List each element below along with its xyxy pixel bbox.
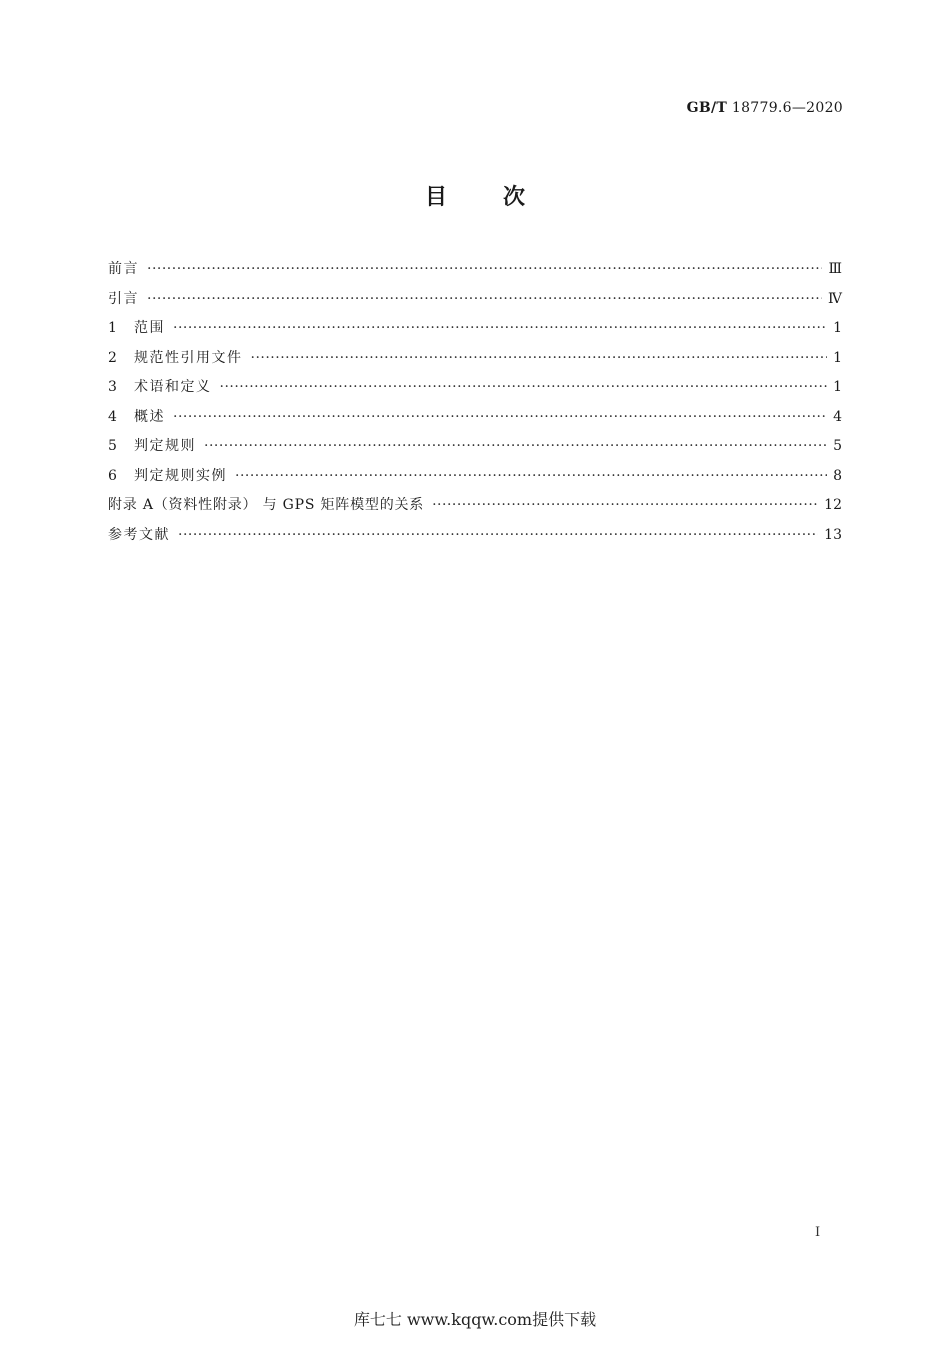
table-of-contents — [108, 258, 842, 553]
toc-entry-page: 1 — [833, 349, 842, 366]
toc-entry-overview[interactable] — [108, 406, 842, 436]
toc-entry-page: Ⅳ — [828, 290, 842, 307]
toc-entry-scope[interactable] — [108, 317, 842, 347]
toc-entry-page: 4 — [833, 408, 842, 425]
toc-entry-label: 概述 — [134, 408, 165, 425]
toc-entry-page: 12 — [824, 497, 842, 513]
toc-entry-annex-a[interactable] — [108, 494, 842, 524]
toc-entry-page: 1 — [833, 379, 842, 395]
standard-code — [687, 100, 843, 116]
footer-download-notice: 库七七 www.kqqw.com提供下载 — [353, 1310, 597, 1329]
toc-leader-dots — [235, 468, 827, 484]
page-title-char-2: 次 — [503, 185, 526, 210]
toc-leader-dots — [173, 409, 827, 425]
toc-entry-number: 2 — [108, 349, 117, 366]
standard-number: 18779.6—2020 — [731, 100, 843, 116]
toc-entry-page: Ⅲ — [828, 261, 842, 277]
toc-entry-number: 1 — [108, 320, 117, 336]
toc-leader-dots — [432, 497, 818, 513]
toc-entry-label: 引言 — [108, 290, 139, 307]
toc-leader-dots — [178, 527, 818, 543]
toc-leader-dots — [251, 350, 828, 366]
toc-entry-page: 8 — [833, 467, 842, 484]
toc-entry-label: 范围 — [134, 320, 165, 336]
toc-entry-page: 1 — [833, 320, 842, 336]
toc-entry-page: 13 — [824, 526, 842, 543]
toc-entry-label: 规范性引用文件 — [134, 349, 243, 366]
toc-entry-label: 参考文献 — [108, 526, 170, 543]
toc-entry-label: 附录 A（资料性附录） 与 GPS 矩阵模型的关系 — [108, 497, 425, 513]
page-title-char-1: 目 — [424, 185, 447, 210]
toc-leader-dots — [147, 261, 822, 277]
toc-leader-dots — [220, 379, 828, 395]
toc-entry-label: 判定规则实例 — [134, 467, 227, 484]
toc-leader-dots — [147, 291, 822, 307]
toc-entry-normative-references[interactable] — [108, 347, 842, 377]
toc-entry-number: 5 — [108, 438, 117, 454]
toc-entry-number: 4 — [108, 408, 117, 425]
toc-entry-bibliography[interactable] — [108, 524, 842, 554]
page-number: I — [815, 1225, 821, 1240]
toc-entry-label: 术语和定义 — [134, 379, 212, 395]
toc-entry-foreword[interactable] — [108, 258, 842, 288]
toc-entry-decision-rules[interactable] — [108, 435, 842, 465]
toc-entry-introduction[interactable] — [108, 288, 842, 318]
toc-leader-dots — [204, 438, 827, 454]
standard-prefix: GB/T — [686, 100, 728, 116]
toc-entry-page: 5 — [833, 438, 842, 454]
toc-entry-label: 判定规则 — [134, 438, 196, 454]
toc-entry-number: 6 — [108, 467, 117, 484]
toc-entry-decision-rule-examples[interactable] — [108, 465, 842, 495]
toc-entry-label: 前言 — [108, 261, 139, 277]
page-title — [0, 180, 950, 211]
toc-entry-number: 3 — [108, 379, 117, 395]
toc-leader-dots — [173, 320, 827, 336]
toc-entry-terms-definitions[interactable] — [108, 376, 842, 406]
